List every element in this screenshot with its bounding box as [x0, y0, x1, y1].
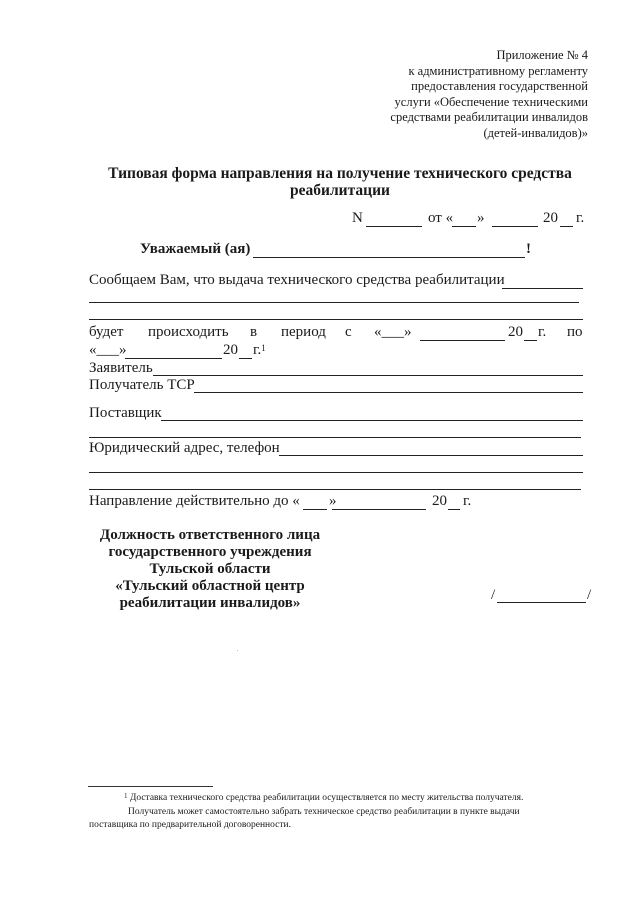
signature-slash-close: /	[587, 587, 592, 603]
date-month-line[interactable]	[492, 226, 538, 227]
footnote-text: Доставка технического средства реабилитации осуществляется по месту жительства получателя.	[129, 793, 524, 803]
form-title	[70, 165, 610, 199]
valid-quote-close: »	[329, 493, 337, 509]
supplier-field-line[interactable]	[161, 420, 583, 421]
appendix-line: (детей-инвалидов)»	[483, 125, 588, 140]
period-word: г.	[538, 324, 547, 340]
footnote-2-line2: поставщика по предварительной договоренности.	[89, 820, 291, 830]
official-position-line: государственного учреждения	[108, 544, 312, 560]
period-word: с	[345, 324, 352, 340]
number-label: N	[352, 210, 363, 226]
valid-year: 20	[432, 493, 447, 509]
period-word: происходить	[148, 324, 229, 340]
appendix-line: услуги «Обеспечение техническими	[394, 94, 588, 109]
supplier-label: Поставщик	[89, 405, 162, 421]
form-title-line: реабилитации	[290, 182, 390, 199]
footnote-marker: 1	[261, 343, 266, 353]
scan-speck	[237, 650, 238, 651]
supplier-field-line-2[interactable]	[89, 437, 581, 438]
period-word: будет	[89, 324, 124, 340]
valid-end: г.	[463, 493, 472, 509]
period-end-day: «___»	[89, 342, 127, 358]
period-end-year-line[interactable]	[239, 358, 252, 359]
appendix-line: средствами реабилитации инвалидов	[390, 110, 588, 125]
date-year-suffix: г.	[576, 210, 585, 226]
official-position-block	[80, 527, 340, 612]
greeting-label: Уважаемый (ая)	[140, 241, 251, 257]
address-field-line[interactable]	[279, 455, 583, 456]
number-field-line[interactable]	[366, 226, 422, 227]
footnote-1	[124, 792, 594, 805]
date-year-line[interactable]	[560, 226, 573, 227]
recipient-label: Получатель ТСР	[89, 377, 195, 393]
appendix-line: к административному регламенту	[408, 63, 588, 78]
applicant-field-line[interactable]	[153, 375, 583, 376]
appendix-line: предоставления государственной	[411, 79, 588, 94]
applicant-label: Заявитель	[89, 360, 153, 376]
signature-slash-open: /	[491, 587, 496, 603]
form-title-line: Типовая форма направления на получение технического средства	[108, 165, 572, 182]
official-position-line: «Тульский областной центр	[115, 578, 305, 594]
address-field-line-3[interactable]	[89, 489, 581, 490]
valid-year-line[interactable]	[448, 509, 460, 510]
footnote-2-line1: Получатель может самостоятельно забрать техническое средство реабилитации в пункте выдачи	[128, 807, 520, 817]
greeting-name-line[interactable]	[253, 257, 525, 258]
official-position-line: реабилитации инвалидов»	[119, 595, 301, 611]
date-quote-close: »	[477, 210, 485, 226]
date-from-label: от «	[428, 210, 454, 226]
period-word: период	[281, 324, 326, 340]
address-field-line-2[interactable]	[89, 472, 583, 473]
signature-line[interactable]	[497, 602, 586, 603]
appendix-header	[390, 48, 588, 142]
tsr-field-line-2[interactable]	[89, 302, 579, 303]
date-day-line[interactable]	[452, 226, 476, 227]
period-start-year-line[interactable]	[524, 340, 537, 341]
official-position-line: Тульской области	[149, 561, 271, 577]
greeting-end: !	[526, 241, 531, 257]
date-year-prefix: 20	[543, 210, 558, 226]
tsr-field-line-3[interactable]	[89, 319, 583, 320]
period-end-suffix	[253, 341, 266, 359]
period-start-month-line[interactable]	[420, 340, 505, 341]
appendix-line: Приложение № 4	[496, 48, 588, 62]
valid-day-line[interactable]	[303, 509, 327, 510]
footnote-number: 1	[124, 792, 128, 800]
address-label: Юридический адрес, телефон	[89, 440, 280, 456]
period-word: по	[567, 324, 583, 340]
message-text: Сообщаем Вам, что выдача технического средства реабилитации	[89, 272, 505, 288]
tsr-field-line[interactable]	[502, 288, 583, 289]
period-word: в	[250, 324, 258, 340]
footnote-separator	[88, 786, 213, 787]
period-end-g: г.	[253, 342, 262, 358]
valid-month-line[interactable]	[332, 509, 426, 510]
period-end-year: 20	[223, 342, 238, 358]
valid-until-label: Направление действительно до «	[89, 493, 300, 509]
period-start-day: «___»	[374, 324, 412, 340]
recipient-field-line[interactable]	[194, 392, 583, 393]
official-position-line: Должность ответственного лица	[99, 527, 321, 543]
period-start-year: 20	[508, 324, 523, 340]
